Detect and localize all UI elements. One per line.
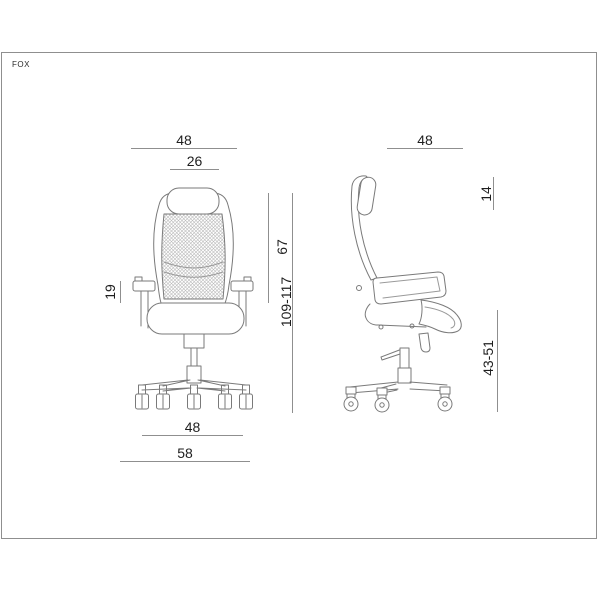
backrest-mesh [162, 214, 225, 299]
dim-label-backrest-height: 67 [274, 239, 290, 255]
headrest [167, 188, 219, 214]
base-legs-side [350, 382, 447, 393]
caster-wheel [240, 385, 253, 409]
casters [136, 385, 253, 409]
gas-lift-rod [191, 348, 197, 366]
drawing-border-frame [1, 52, 597, 539]
dim-label-front-base-width: 58 [177, 445, 193, 461]
dim-label-overall-height: 109-117 [278, 276, 294, 328]
height-handle [419, 333, 430, 352]
gas-lift-cylinder-side [398, 368, 411, 383]
caster-wheel-side [438, 387, 452, 411]
seat-side [365, 304, 426, 327]
seat-mount [184, 334, 204, 348]
dim-line-front-seat-width [142, 435, 243, 436]
seat-cushion [147, 303, 244, 334]
dim-line-backrest-height [268, 193, 269, 303]
dim-label-side-overall-depth: 48 [417, 132, 433, 148]
armrest-side [419, 300, 461, 333]
armrest-pad-left [133, 281, 155, 291]
dim-line-seat-height [497, 310, 498, 412]
model-name-label: FOX [12, 60, 30, 69]
side-view-chair-drawing [338, 170, 490, 420]
armrest-pad-right [231, 281, 253, 291]
dim-line-armrest-pad-height [120, 281, 121, 303]
dim-line-front-overall-width [131, 148, 237, 149]
dim-line-front-base-width [120, 461, 250, 462]
dim-label-seat-height: 43-51 [480, 340, 496, 376]
caster-wheel-side [375, 388, 389, 412]
gas-lift-rod-side [400, 348, 409, 370]
dim-label-front-headrest-width: 26 [186, 153, 203, 169]
caster-wheel [136, 385, 149, 409]
dim-label-headrest-height: 14 [478, 186, 494, 202]
dim-label-armrest-pad-height: 19 [102, 284, 118, 300]
dim-line-side-overall-depth [387, 148, 463, 149]
backrest-knob [357, 286, 362, 291]
caster-wheel-side [344, 387, 358, 411]
dim-label-front-overall-width: 48 [176, 132, 192, 148]
dim-line-front-headrest-width [170, 169, 219, 170]
dim-label-front-seat-width: 48 [184, 419, 201, 435]
front-view-chair-drawing [128, 183, 268, 418]
